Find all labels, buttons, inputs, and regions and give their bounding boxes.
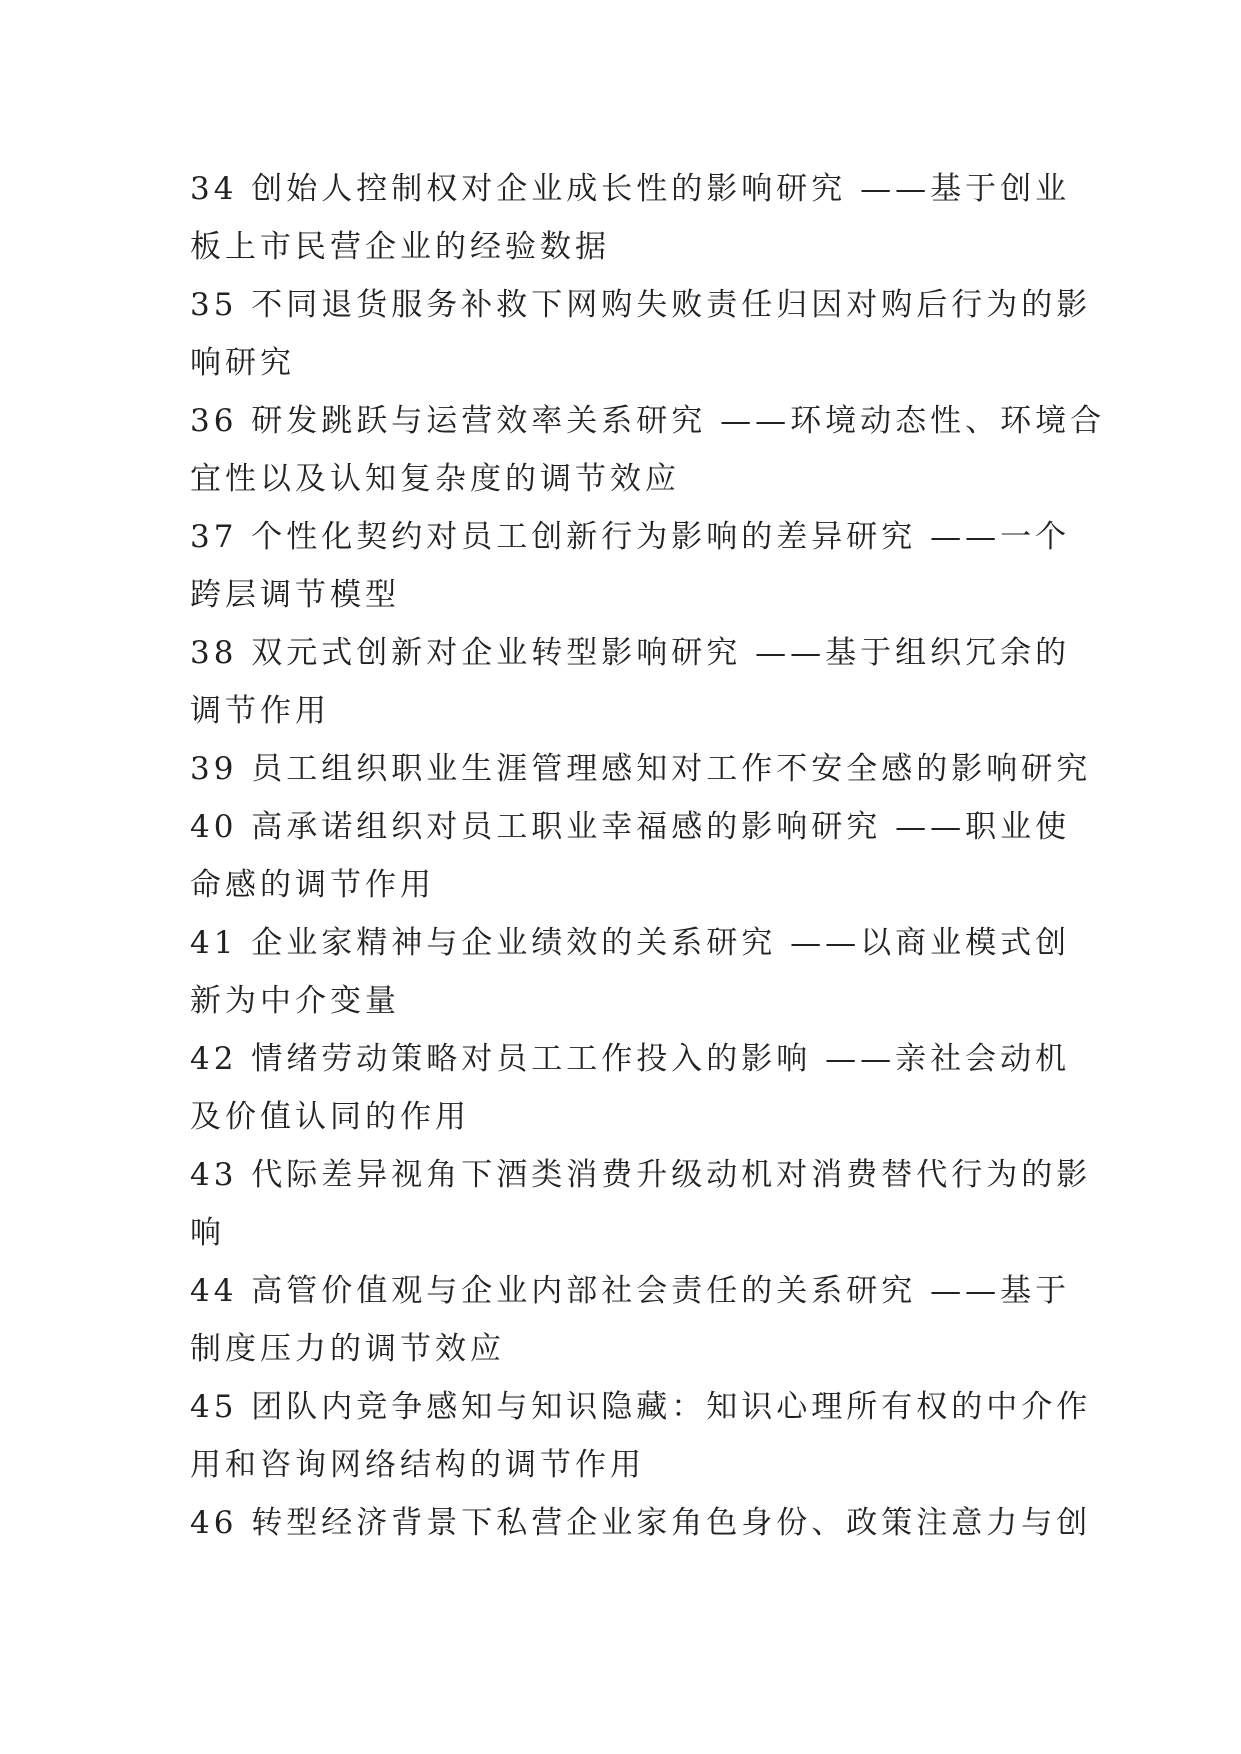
text-line: 41 企业家精神与企业绩效的关系研究 ——以商业模式创 — [190, 925, 1071, 961]
text-line: 调节作用 — [190, 693, 330, 729]
text-line: 37 个性化契约对员工创新行为影响的差异研究 ——一个 — [190, 519, 1071, 555]
text-line: 44 高管价值观与企业内部社会责任的关系研究 ——基于 — [190, 1273, 1071, 1309]
text-line: 35 不同退货服务补救下网购失败责任归因对购后行为的影 — [190, 287, 1092, 323]
text-line: 跨层调节模型 — [190, 577, 400, 613]
text-line: 40 高承诺组织对员工职业幸福感的影响研究 ——职业使 — [190, 809, 1071, 845]
text-line: 46 转型经济背景下私营企业家角色身份、政策注意力与创 — [190, 1505, 1092, 1541]
text-line: 响研究 — [190, 345, 295, 381]
text-line: 及价值认同的作用 — [190, 1099, 470, 1135]
text-line: 响 — [190, 1215, 225, 1251]
text-line: 板上市民营企业的经验数据 — [190, 229, 610, 265]
text-line: 宜性以及认知复杂度的调节效应 — [190, 461, 680, 497]
text-line: 45 团队内竞争感知与知识隐藏：知识心理所有权的中介作 — [190, 1389, 1092, 1425]
text-line: 42 情绪劳动策略对员工工作投入的影响 ——亲社会动机 — [190, 1041, 1071, 1077]
text-line: 39 员工组织职业生涯管理感知对工作不安全感的影响研究 — [190, 751, 1092, 787]
text-line: 34 创始人控制权对企业成长性的影响研究 ——基于创业 — [190, 171, 1071, 207]
text-line: 制度压力的调节效应 — [190, 1331, 505, 1367]
text-line: 38 双元式创新对企业转型影响研究 ——基于组织冗余的 — [190, 635, 1071, 671]
text-line: 命感的调节作用 — [190, 867, 435, 903]
document-body — [190, 160, 1106, 1552]
text-line: 36 研发跳跃与运营效率关系研究 ——环境动态性、环境合 — [190, 403, 1106, 439]
text-line: 43 代际差异视角下酒类消费升级动机对消费替代行为的影 — [190, 1157, 1092, 1193]
text-line: 新为中介变量 — [190, 983, 400, 1019]
text-line: 用和咨询网络结构的调节作用 — [190, 1447, 645, 1483]
